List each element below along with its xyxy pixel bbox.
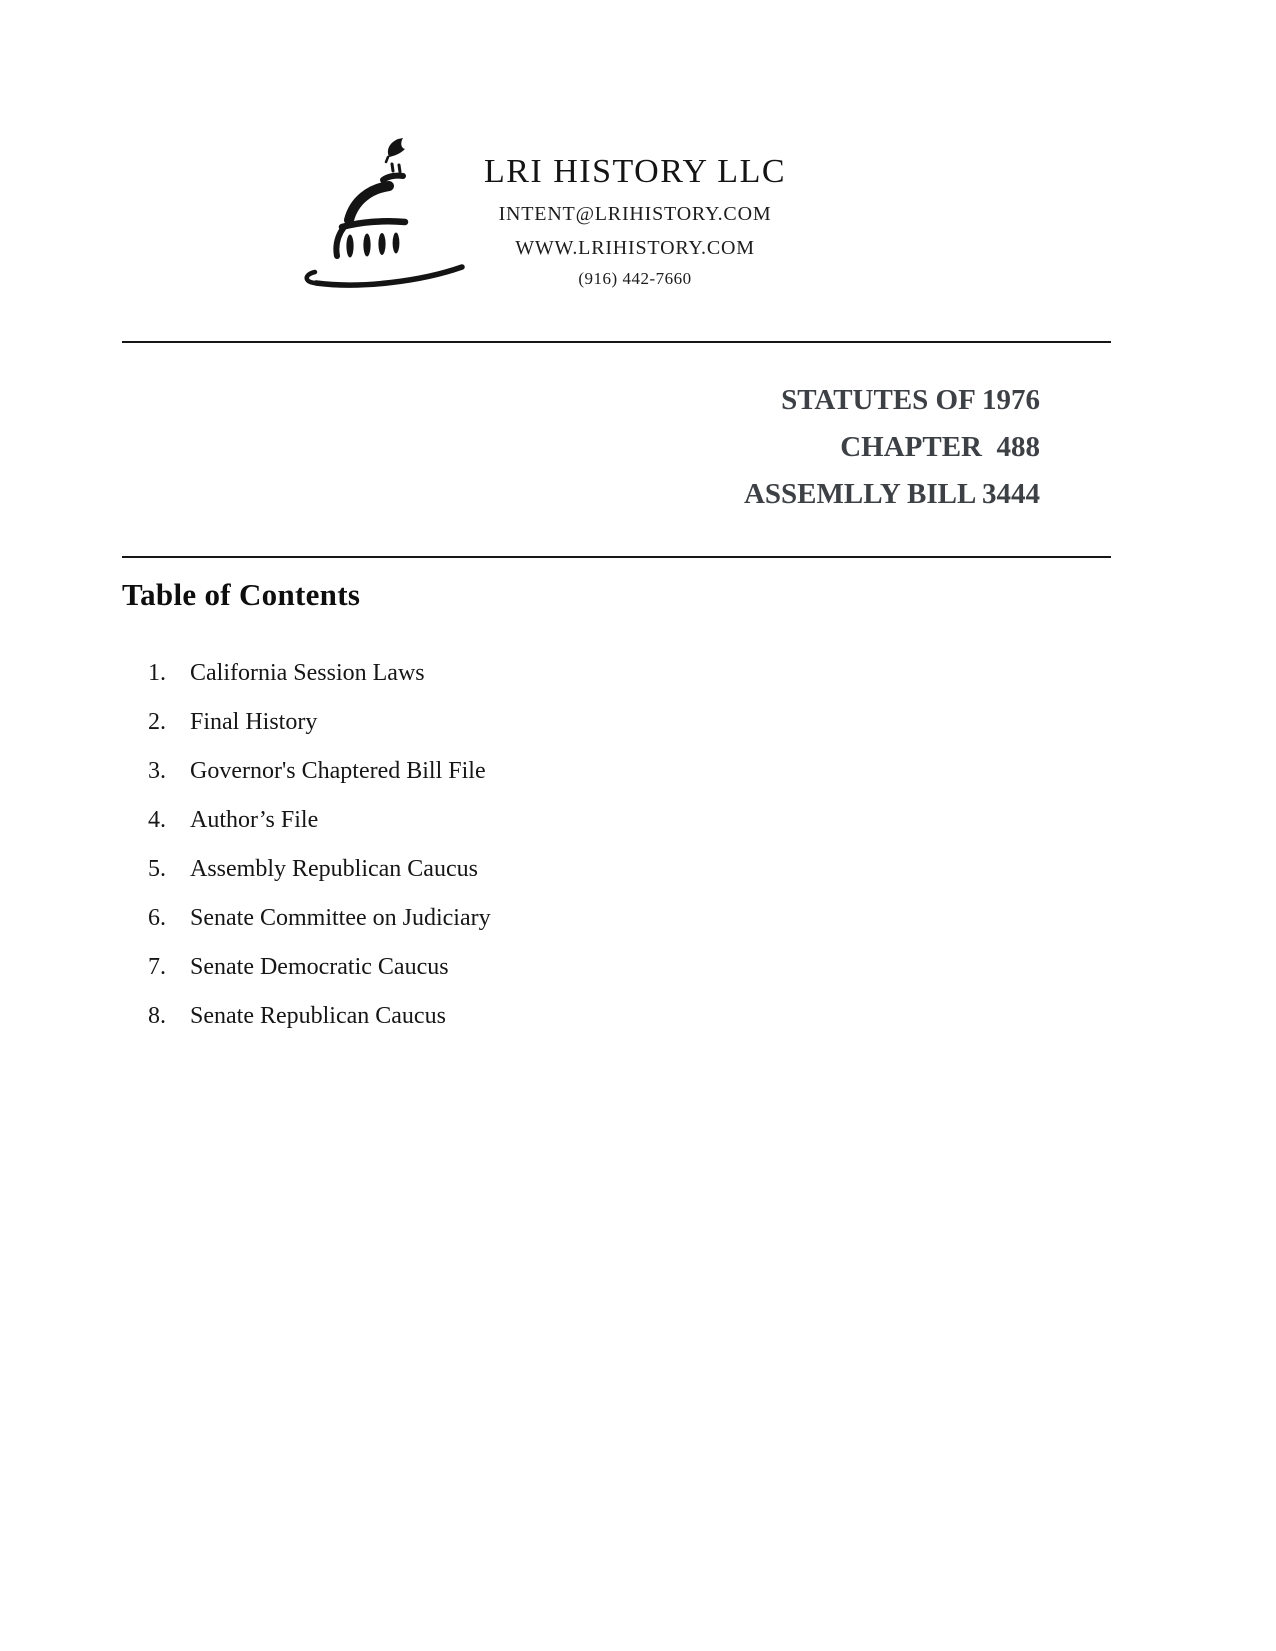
toc-item (148, 649, 848, 698)
toc-item-label: Final History (190, 709, 318, 735)
toc-item-label: California Session Laws (190, 660, 425, 686)
toc-item (148, 747, 848, 796)
toc-item (148, 992, 848, 1041)
company-website: WWW.LRIHISTORY.COM (515, 237, 755, 259)
company-email: INTENT@LRIHISTORY.COM (498, 203, 772, 225)
toc-item-label: Senate Republican Caucus (190, 1003, 446, 1029)
toc-heading: Table of Contents (122, 577, 361, 612)
toc-item-number: 5. (148, 856, 166, 882)
toc-item-number: 2. (148, 709, 166, 735)
toc-item (148, 796, 848, 845)
horizontal-rule-bottom (122, 556, 1111, 558)
toc-item-number: 1. (148, 660, 166, 686)
assembly-bill-line: ASSEMLLY BILL 3444 (743, 478, 1040, 510)
toc-item-number: 8. (148, 1003, 166, 1029)
capitol-dome-logo-icon (292, 123, 472, 295)
toc-item-number: 6. (148, 905, 166, 931)
toc-item-label: Author’s File (190, 807, 319, 833)
toc-item (148, 943, 848, 992)
horizontal-rule-top (122, 341, 1111, 343)
toc-item-label: Senate Democratic Caucus (190, 954, 449, 980)
toc-item-number: 4. (148, 807, 166, 833)
toc-list (148, 649, 848, 1041)
toc-item (148, 845, 848, 894)
company-name: LRI HISTORY LLC (483, 153, 787, 190)
toc-item-number: 3. (148, 758, 166, 784)
company-phone: (916) 442-7660 (578, 269, 692, 288)
toc-item-number: 7. (148, 954, 166, 980)
toc-item-label: Senate Committee on Judiciary (190, 905, 491, 931)
toc-item-label: Assembly Republican Caucus (190, 856, 478, 882)
document-title-block (540, 377, 1040, 518)
statutes-line: STATUTES OF 1976 (781, 384, 1040, 416)
toc-item (148, 894, 848, 943)
toc-item (148, 698, 848, 747)
toc-item-label: Governor's Chaptered Bill File (190, 758, 486, 784)
chapter-line: CHAPTER 488 (840, 431, 1040, 463)
